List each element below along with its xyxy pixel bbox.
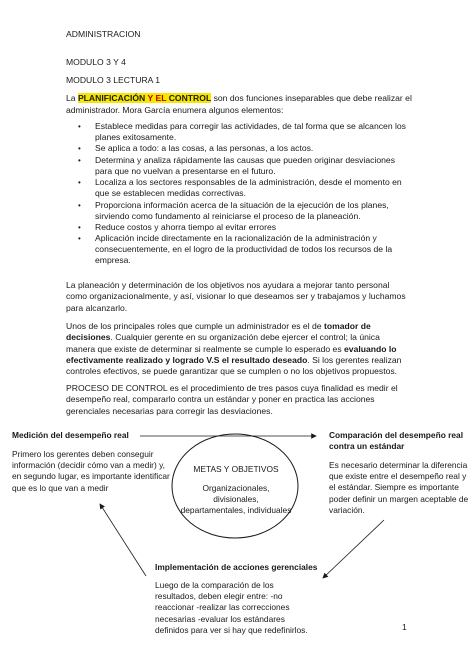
bullet-item: • Establece medidas para corregir las actividades, de tal forma que se alcancen los planes exitosamente. (78, 121, 406, 142)
bullet-dot-icon: • (78, 234, 81, 244)
emphasis-tomador: tomador de decisiones (66, 321, 371, 343)
intro-post: son dos funciones inseparables que debe realizar el (211, 93, 412, 103)
highlight-y-el: Y EL (145, 93, 169, 103)
intro-line-2: administrador. Mora García enumera algunos elementos: (66, 105, 284, 115)
paragraph-roles: Unos de los principales roles que cumple un administrador es el de tomador de decisiones. Cualquier gerente en su organización debe ejercer el control; la única manera que existe de determinar si realmente se cumple lo esperado es evaluando lo efectivamente realizado y logrado V.S el resultado deseado. Si los gerentes realizan controles efectivos, se puede garantizar que se cumplen o no los objetivos propuestos. (66, 321, 402, 377)
bullet-dot-icon: • (78, 144, 81, 154)
paragraph-planeacion: La planeación y determinación de los objetivos nos ayudara a mejorar tanto personal como organizacionalmente, y así, visionar lo que deseamos ser y trabajamos y luchamos para alcanzarlo. (66, 280, 406, 313)
medicion-title: Medición del desempeño real (12, 430, 129, 440)
page-number: 1 (402, 622, 407, 632)
bullet-dot-icon: • (78, 222, 81, 232)
metas-title: METAS Y OBJETIVOS (193, 464, 279, 474)
bullet-item: • Aplicación incide directamente en la racionalización de la administración y consecuentemente, en el logro de la productividad de todos los recursos de la empresa. (78, 233, 393, 266)
bullet-dot-icon: • (78, 155, 81, 165)
lecture-heading: MODULO 3 LECTURA 1 (66, 75, 161, 85)
bullet-dot-icon: • (78, 178, 81, 188)
implementacion-text: Luego de la comparación de los resultados, deben elegir entre: -no reaccionar -realizar las correcciones necesarias -evaluar los estándares definidos para ver si hay que redefinirlos. (155, 580, 308, 635)
highlight-control: CONTROL (168, 93, 212, 103)
arrow-to-medicion (100, 504, 146, 576)
bullet-item: • Determina y analiza rápidamente las causas que pueden originar desviaciones para que no vuelvan a presentarse en el futuro. (78, 154, 396, 176)
bullet-dot-icon: • (78, 122, 81, 131)
medicion-text: Primero los gerentes deben conseguir información (decidir cómo van a medir) y, en segundo lugar, es importante identificar que es lo que van a medir (12, 449, 170, 493)
highlight-planificacion: PLANIFICACIÓN (77, 93, 146, 103)
comparacion-text: Es necesario determinar la diferencia que existe entre el desempeño real y el estándar. Siempre es importante poder definir un margen aceptable de variación. (329, 460, 469, 515)
bullet-dot-icon: • (78, 200, 81, 210)
module-heading: MODULO 3 Y 4 (66, 57, 126, 67)
implementacion-title: Implementación de acciones gerenciales (155, 562, 318, 572)
bullet-item: • Reduce costos y ahorra tiempo al evitar errores (78, 221, 277, 232)
intro-pre: La (66, 93, 78, 103)
comparacion-title: Comparación del desempeño real contra un estándar (329, 430, 464, 452)
document-title: ADMINISTRACION (66, 29, 141, 39)
paragraph-proceso: PROCESO DE CONTROL es el procedimiento de tres pasos cuya finalidad es medir el desempeño real, compararlo contra un estándar y poner en practica las acciones gerenciales necesarias para corregir las desviaciones. (66, 383, 398, 416)
bullet-item: • Localiza a los sectores responsables de la administración, desde el momento en que se establecen medidas correctivas. (78, 177, 402, 199)
emphasis-evaluando: evaluando lo efectivamente realizado y logrado V.S el resultado deseado (66, 343, 397, 365)
bullet-item: • Proporciona información acerca de la situación de la ejecución de los planes, sirviendo como fundamento al reiniciarse el proceso de la planeación. (78, 199, 389, 221)
metas-text: Organizacionales, divisionales, departamentales, individuales (180, 483, 292, 516)
bullet-item: • Se aplica a todo: a las cosas, a las personas, a los actos. (78, 143, 314, 154)
